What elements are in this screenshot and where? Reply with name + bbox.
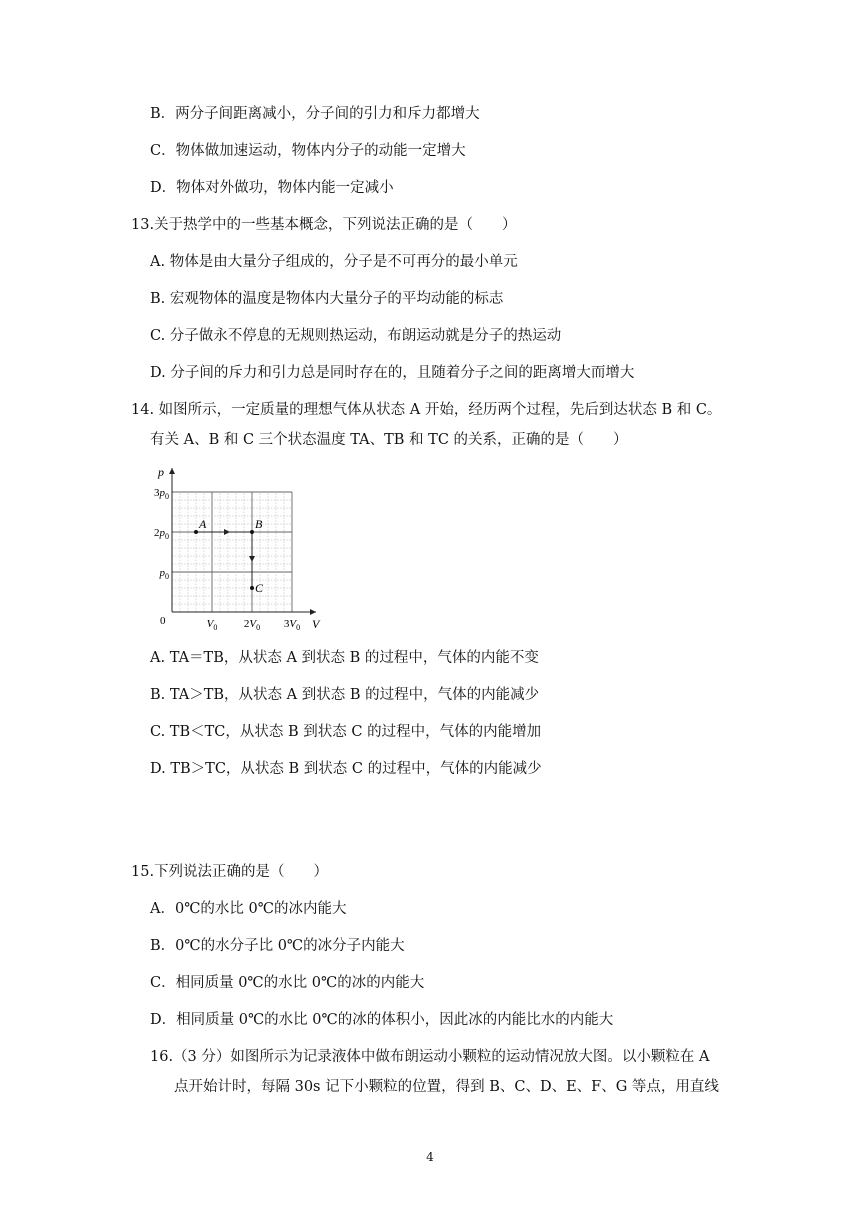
state-label-c: C: [255, 581, 264, 595]
q13-option-a: A. 物体是由大量分子组成的，分子是不可再分的最小单元: [150, 254, 518, 270]
y-tick-label: $p_0$: [159, 567, 169, 581]
q12-option-c: C．物体做加速运动，物体内分子的动能一定增大: [150, 143, 466, 159]
q14-option-d: D. TB＞TC，从状态 B 到状态 C 的过程中，气体的内能减少: [150, 761, 542, 777]
page-number: 4: [426, 1150, 434, 1164]
x-tick-label: $3V_0$: [283, 618, 301, 632]
x-tick-label: $V_0$: [206, 618, 218, 632]
grid: [172, 492, 292, 612]
y-tick-label: $3p_0$: [154, 487, 169, 501]
q14-option-a: A. TA＝TB，从状态 A 到状态 B 的过程中，气体的内能不变: [150, 650, 539, 666]
q14-stem-line1: 14. 如图所示，一定质量的理想气体从状态 A 开始，经历两个过程，先后到达状态 B 和 C。: [131, 402, 722, 418]
x-tick-label: $2V_0$: [243, 618, 261, 632]
pv-diagram-svg: [144, 462, 324, 632]
q15-stem: 15.下列说法正确的是（ ）: [131, 864, 329, 880]
origin-label: 0: [160, 615, 166, 627]
q16-stem-line2: 点开始计时，每隔 30s 记下小颗粒的位置，得到 B、C、D、E、F、G 等点，用直线: [174, 1079, 719, 1095]
state-point-a: [194, 530, 198, 534]
q14-stem-line2: 有关 A、B 和 C 三个状态温度 TA、TB 和 TC 的关系，正确的是（ ）: [150, 432, 628, 448]
q15-option-c: C．相同质量 0℃的水比 0℃的冰的内能大: [150, 975, 425, 991]
state-label-b: B: [255, 517, 263, 531]
state-point-b: [250, 530, 254, 534]
y-tick-labels: [154, 487, 169, 581]
pv-diagram: [144, 462, 324, 636]
state-point-c: [250, 586, 254, 590]
q13-option-c: C. 分子做永不停息的无规则热运动，布朗运动就是分子的热运动: [150, 328, 562, 344]
q15-option-d: D．相同质量 0℃的水比 0℃的冰的体积小，因此冰的内能比水的内能大: [150, 1012, 614, 1028]
q12-option-d: D．物体对外做功，物体内能一定减小: [150, 180, 394, 196]
y-axis-label: p: [158, 465, 164, 479]
q12-option-b: B．两分子间距离减小，分子间的引力和斥力都增大: [150, 106, 480, 122]
q16-stem-line1: 16.（3 分）如图所示为记录液体中做布朗运动小颗粒的运动情况放大图。以小颗粒在 A: [150, 1049, 710, 1065]
x-axis-label: V: [312, 617, 320, 631]
q13-option-d: D. 分子间的斥力和引力总是同时存在的，且随着分子之间的距离增大而增大: [150, 365, 635, 381]
q13-stem: 13.关于热学中的一些基本概念，下列说法正确的是（ ）: [131, 217, 517, 233]
q15-option-b: B．0℃的水分子比 0℃的冰分子内能大: [150, 938, 405, 954]
q15-option-a: A．0℃的水比 0℃的冰内能大: [150, 901, 347, 917]
q13-option-b: B. 宏观物体的温度是物体内大量分子的平均动能的标志: [150, 291, 504, 307]
x-tick-labels: [207, 618, 300, 632]
q14-option-c: C. TB＜TC，从状态 B 到状态 C 的过程中，气体的内能增加: [150, 724, 542, 740]
state-label-a: A: [199, 517, 207, 531]
y-tick-label: $2p_0$: [154, 527, 169, 541]
q14-option-b: B. TA＞TB，从状态 A 到状态 B 的过程中，气体的内能减少: [150, 687, 540, 703]
